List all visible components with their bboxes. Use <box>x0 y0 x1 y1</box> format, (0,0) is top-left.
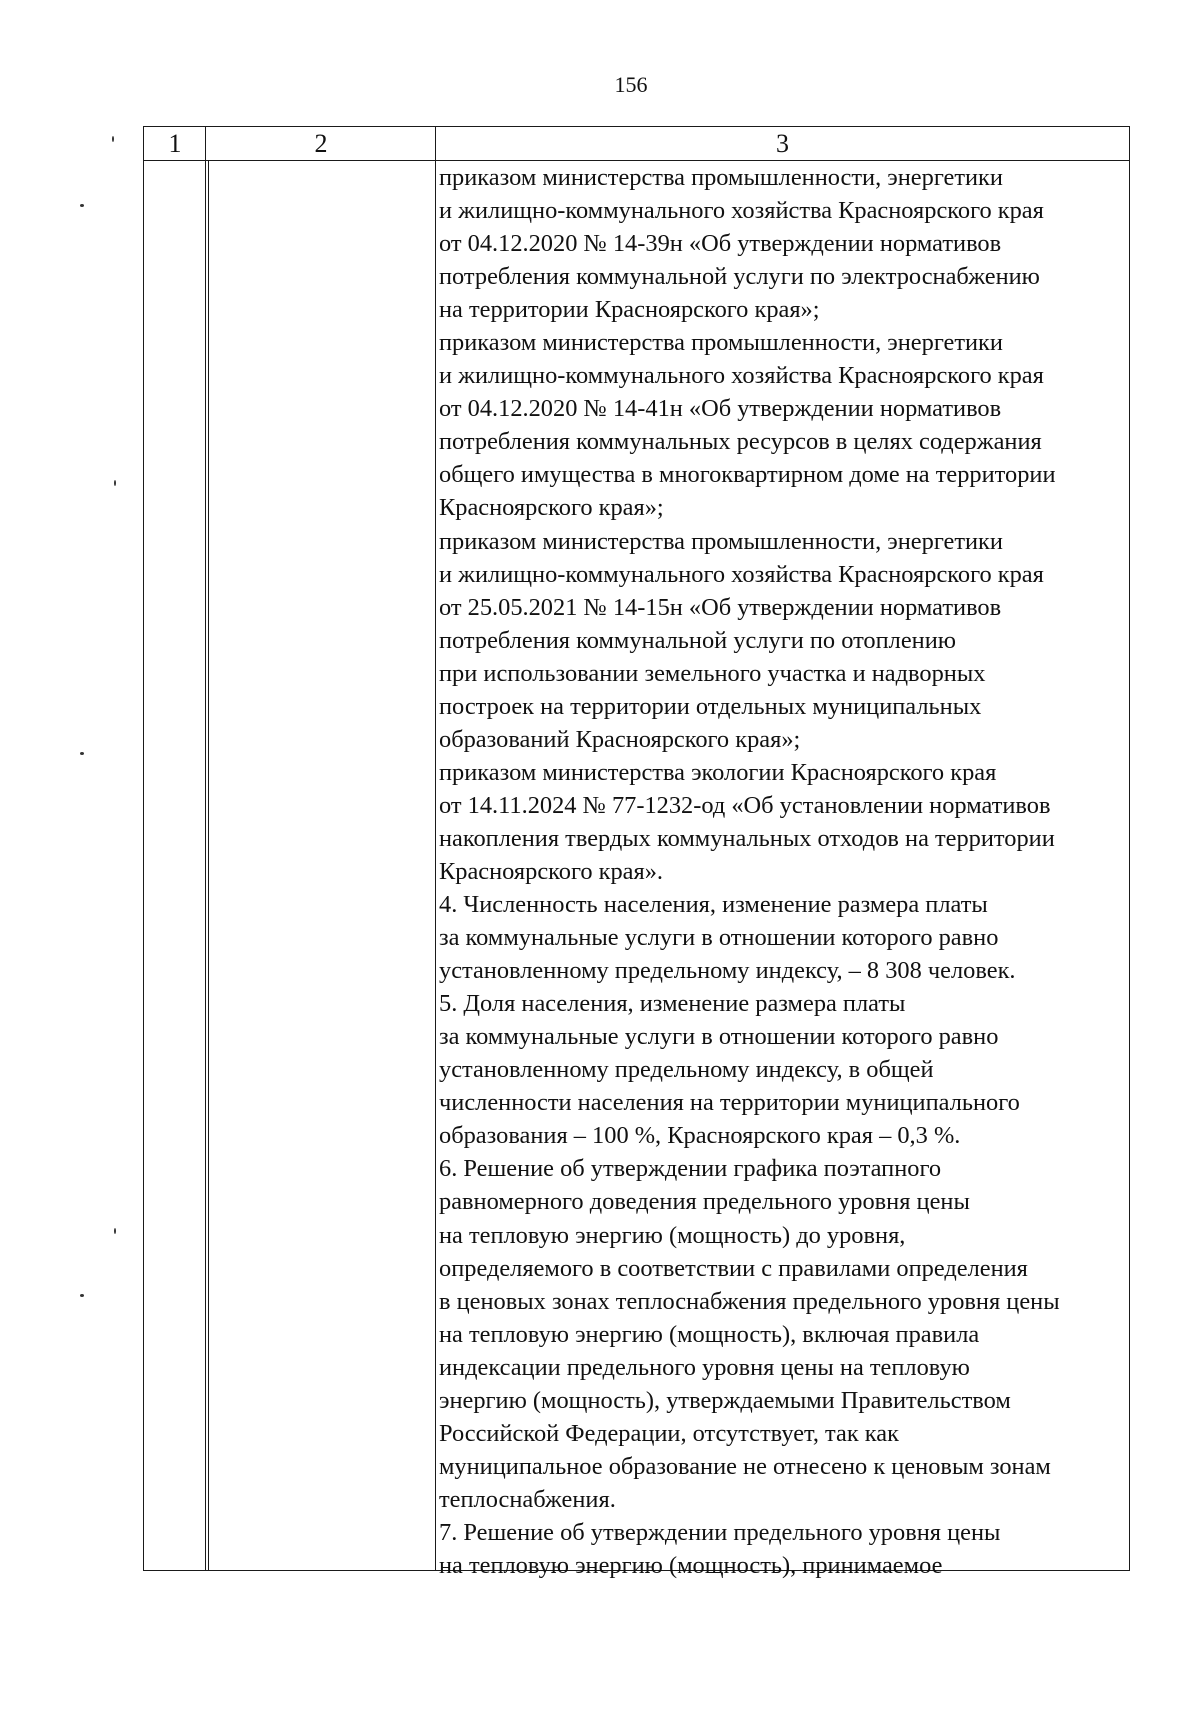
text-line: 6. Решение об утверждении графика поэтапного <box>439 1155 942 1183</box>
text-line: от 14.11.2024 № 77-1232-од «Об установлении нормативов <box>439 791 1051 819</box>
text-line: в ценовых зонах теплоснабжения предельного уровня цены <box>439 1287 1060 1315</box>
text-line: от 25.05.2021 № 14-15н «Об утверждении нормативов <box>439 593 1002 621</box>
column-header-2: 2 <box>314 129 328 158</box>
text-line: накопления твердых коммунальных отходов на территории <box>439 824 1055 852</box>
text-line: установленному предельному индексу, в общей <box>439 1056 934 1084</box>
text-line: на тепловую энергию (мощность) до уровня, <box>439 1221 906 1249</box>
text-line: теплоснабжения. <box>439 1485 616 1513</box>
text-line: муниципальное образование не отнесено к ценовым зонам <box>439 1452 1051 1480</box>
text-line: Красноярского края»; <box>439 494 664 522</box>
text-line: равномерного доведения предельного уровня цены <box>439 1188 970 1216</box>
column-divider-2 <box>435 127 436 1570</box>
text-line: приказом министерства промышленности, энергетики <box>439 164 1003 191</box>
text-line: на тепловую энергию (мощность), включая правила <box>439 1320 980 1348</box>
scan-speck <box>114 480 116 486</box>
text-line: построек на территории отдельных муниципальных <box>439 692 982 720</box>
text-line: за коммунальные услуги в отношении которого равно <box>439 924 999 952</box>
scan-speck <box>80 204 84 207</box>
column-divider-1-inner <box>208 161 209 1570</box>
text-line: приказом министерства промышленности, энергетики <box>439 329 1003 357</box>
text-line: образования – 100 %, Красноярского края – 0,3 %. <box>439 1122 961 1150</box>
column-header-3: 3 <box>776 129 789 158</box>
page-number: 156 <box>614 72 648 97</box>
column-header-1: 1 <box>168 129 182 158</box>
text-line: потребления коммунальной услуги по электроснабжению <box>439 263 1040 291</box>
scan-speck <box>80 752 84 755</box>
text-line: образований Красноярского края»; <box>439 725 801 753</box>
text-line: на территории Красноярского края»; <box>439 296 820 324</box>
text-line: за коммунальные услуги в отношении которого равно <box>439 1023 999 1051</box>
scan-speck <box>114 1228 116 1234</box>
column-3-text <box>439 161 1131 1582</box>
text-line: 7. Решение об утверждении предельного уровня цены <box>439 1518 1001 1546</box>
text-line: индексации предельного уровня цены на тепловую <box>439 1353 970 1381</box>
text-line: 4. Численность населения, изменение размера платы <box>439 891 988 919</box>
text-line: приказом министерства промышленности, энергетики <box>439 527 1003 555</box>
text-line: численности населения на территории муниципального <box>439 1089 1020 1117</box>
text-line: от 04.12.2020 № 14-41н «Об утверждении нормативов <box>439 395 1002 423</box>
scan-speck <box>80 1294 84 1297</box>
text-line: потребления коммунальных ресурсов в целях содержания <box>439 428 1042 456</box>
text-line: общего имущества в многоквартирном доме на территории <box>439 461 1056 489</box>
text-line: приказом министерства экологии Красноярского края <box>439 758 997 786</box>
table-header-row <box>144 127 1129 161</box>
text-line: Российской Федерации, отсутствует, так как <box>439 1419 899 1447</box>
text-line: Красноярского края». <box>439 857 664 885</box>
text-line: определяемого в соответствии с правилами определения <box>439 1254 1028 1282</box>
text-line: при использовании земельного участка и надворных <box>439 659 986 687</box>
column-divider-1 <box>205 127 206 1570</box>
text-line: от 04.12.2020 № 14-39н «Об утверждении нормативов <box>439 230 1002 258</box>
text-line: и жилищно-коммунального хозяйства Красноярского края <box>439 560 1044 588</box>
text-line: на тепловую энергию (мощность), принимаемое <box>439 1551 943 1579</box>
text-line: потребления коммунальной услуги по отоплению <box>439 626 956 654</box>
scan-speck <box>112 136 114 142</box>
text-line: и жилищно-коммунального хозяйства Красноярского края <box>439 362 1044 390</box>
document-table <box>143 126 1130 1579</box>
text-line: 5. Доля населения, изменение размера платы <box>439 990 906 1018</box>
text-line: и жилищно-коммунального хозяйства Красноярского края <box>439 197 1044 225</box>
text-line: установленному предельному индексу, – 8 308 человек. <box>439 957 1016 985</box>
text-line: энергию (мощность), утверждаемыми Правительством <box>439 1386 1011 1414</box>
